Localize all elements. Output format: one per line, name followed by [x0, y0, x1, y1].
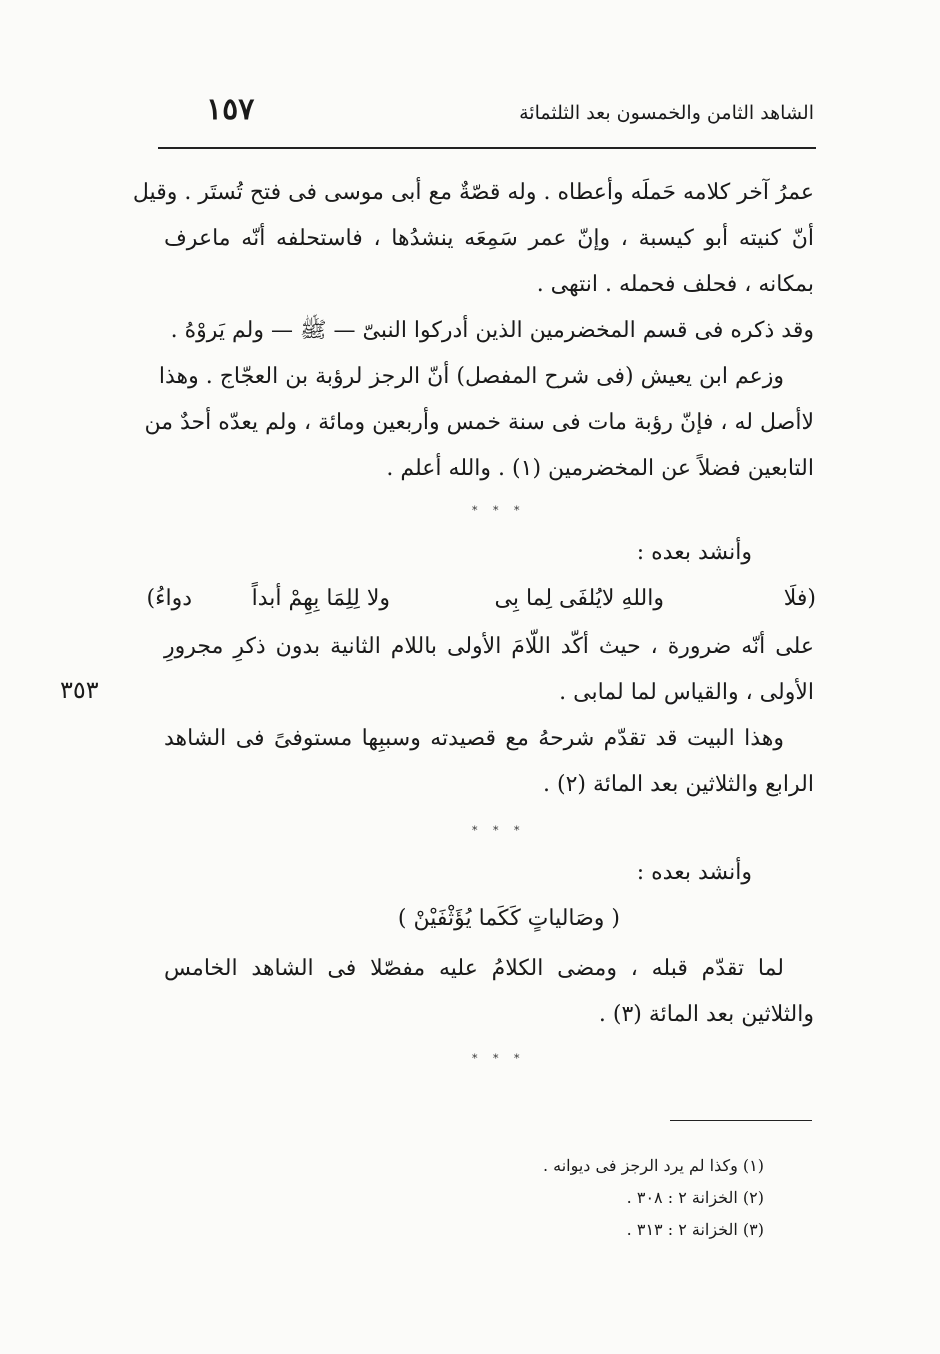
body-line: والثلاثين بعد المائة (٣) .: [598, 1002, 814, 1027]
body-line: وقد ذكره فى قسم المخضرمين الذين أدركوا النبىّ — ﷺ — ولم يَروْهُ .: [170, 318, 814, 343]
verse-intro: وأنشد بعده :: [636, 540, 752, 565]
body-line: وهذا البيت قد تقدّم شرحهُ مع قصيدته وسببِها مستوفىً فى الشاهد: [164, 726, 784, 751]
body-line: لما تقدّم قبله ، ومضى الكلامُ عليه مفصّلا فى الشاهد الخامس: [164, 956, 784, 981]
footnote: (١) وكذا لم يرد الرجز فى ديوانه .: [542, 1156, 764, 1175]
page-number: ١٥٧: [206, 92, 255, 127]
footnote: (٢) الخزانة ٢ : ٣٠٨ .: [626, 1188, 764, 1207]
body-line: أنّ كنيته أبو كيسبة ، وإنّ عمر سَمِعَه ينشدُها ، فاستحلفه أنّه ماعرف: [164, 226, 814, 251]
body-line: لاأصل له ، فإنّ رؤبة مات فى سنة خمس وأربعين ومائة ، ولم يعدّه أحدٌ من: [144, 410, 814, 435]
verse-first-hemistich: واللهِ لايُلفَى لِما بِى: [494, 586, 664, 611]
body-line: على أنّه ضرورة ، حيث أكّد اللّامَ الأولى باللام الثانية بدون ذكرِ مجرورِ: [164, 634, 814, 659]
body-line: عمرُ آخر كلامه حَملَه وأعطاه . وله قصّةٌ مع أبى موسى فى فتح تُستَر . وقيل: [132, 180, 814, 205]
body-line: وزعم ابن يعيش (فى شرح المفصل) أنّ الرجز لرؤبة بن العجّاج . وهذا: [158, 364, 784, 389]
verse-open: (فلَا: [783, 586, 816, 611]
margin-page-number: ٣٥٣: [60, 676, 99, 704]
footnote: (٣) الخزانة ٢ : ٣١٣ .: [626, 1220, 764, 1239]
body-line: التابعين فضلاً عن المخضرمين (١) . والله أعلم .: [386, 456, 814, 481]
running-head: الشاهد الثامن والخمسون بعد الثلثمائة: [519, 102, 814, 124]
body-line: الأولى ، والقياس لما لمابى .: [559, 680, 814, 705]
verse-close: دواءُ): [146, 586, 192, 611]
verse-line: ( وصَالياتٍ كَكَما يُؤَثْفَيْنْ ): [397, 906, 620, 931]
body-line: بمكانه ، فحلف فحمله . انتهى .: [536, 272, 814, 297]
verse-intro: وأنشد بعده :: [636, 860, 752, 885]
footnote-rule: [670, 1120, 812, 1121]
section-separator: * * *: [472, 824, 526, 837]
header-rule: [158, 147, 816, 149]
section-separator: * * *: [472, 504, 526, 517]
verse-second-hemistich: ولا لِلِمَا بِهِمْ أبداً: [251, 586, 390, 611]
section-separator: * * *: [472, 1052, 526, 1065]
body-line: الرابع والثلاثين بعد المائة (٢) .: [542, 772, 814, 797]
